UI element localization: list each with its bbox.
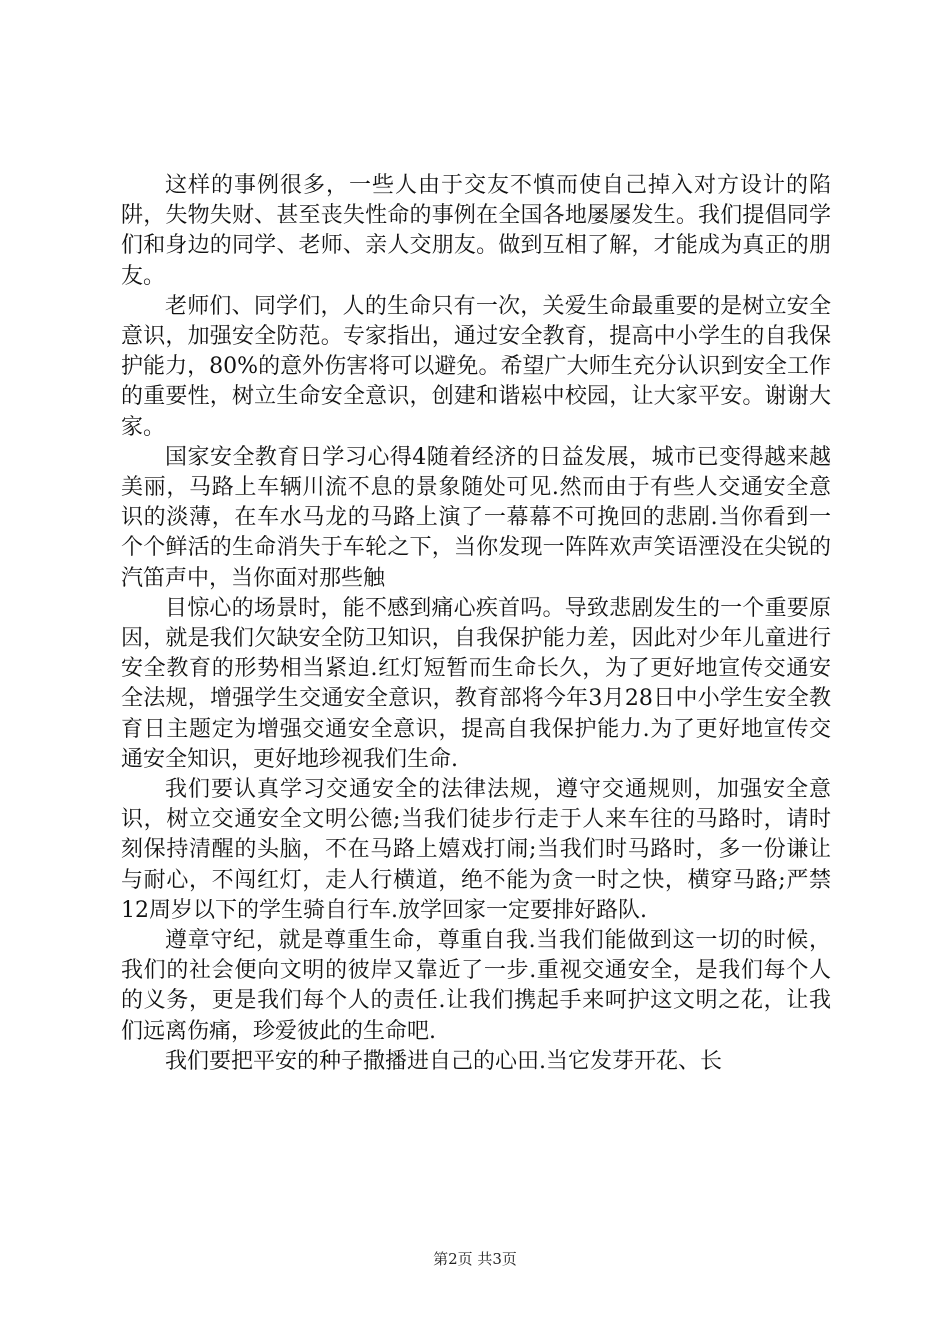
paragraph-7: 我们要把平安的种子撒播进自己的心田.当它发芽开花、长 — [165, 1048, 722, 1074]
paragraph-3: 国家安全教育日学习心得4随着经济的日益发展，城市已变得越来越美丽，马路上车辆川流不息的景象随处可见.然而由于有些人交通安全意识的淡薄，在车水马龙的马路上演了一幕幕不可挽回的悲剧.当你看到一个个鲜活的生命消失于车轮之下，当你发现一阵阵欢声笑语湮没在尖锐的汽笛声中，当你面对那些触 — [121, 444, 831, 591]
paragraph-6: 遵章守纪，就是尊重生命，尊重自我.当我们能做到这一切的时候，我们的社会便向文明的彼岸又靠近了一步.重视交通安全，是我们每个人的义务，更是我们每个人的责任.让我们携起手来呵护这文明之花，让我们远离伤痛，珍爱彼此的生命吧. — [121, 928, 831, 1044]
paragraph-2: 老师们、同学们，人的生命只有一次，关爱生命最重要的是树立安全意识，加强安全防范。专家指出，通过安全教育，提高中小学生的自我保护能力，80%的意外伤害将可以避免。希望广大师生充分认识到安全工作的重要性，树立生命安全意识，创建和谐崧中校园，让大家平安。谢谢大家。 — [121, 293, 831, 440]
document-body — [121, 171, 831, 1077]
paragraph-4: 目惊心的场景时，能不感到痛心疾首吗。导致悲剧发生的一个重要原因，就是我们欠缺安全防卫知识，自我保护能力差，因此对少年儿童进行安全教育的形势相当紧迫.红灯短暂而生命长久，为了更好地宣传交通安全法规，增强学生交通安全意识，教育部将今年3月28日中小学生安全教育日主题定为增强交通安全意识，提高自我保护能力.为了更好地宣传交通安全知识，更好地珍视我们生命. — [121, 595, 831, 772]
paragraph-1: 这样的事例很多，一些人由于交友不慎而使自己掉入对方设计的陷阱，失物失财、甚至丧失性命的事例在全国各地屡屡发生。我们提倡同学们和身边的同学、老师、亲人交朋友。做到互相了解，才能成为真正的朋友。 — [121, 173, 831, 289]
paragraph-5: 我们要认真学习交通安全的法律法规，遵守交通规则，加强安全意识，树立交通安全文明公德;当我们徒步行走于人来车往的马路时，请时刻保持清醒的头脑，不在马路上嬉戏打闹;当我们时马路时，多一份谦让与耐心，不闯红灯，走人行横道，绝不能为贪一时之快，横穿马路;严禁12周岁以下的学生骑自行车.放学回家一定要排好路队. — [121, 777, 831, 923]
page-number-footer: 第2页 共3页 — [433, 1250, 517, 1268]
